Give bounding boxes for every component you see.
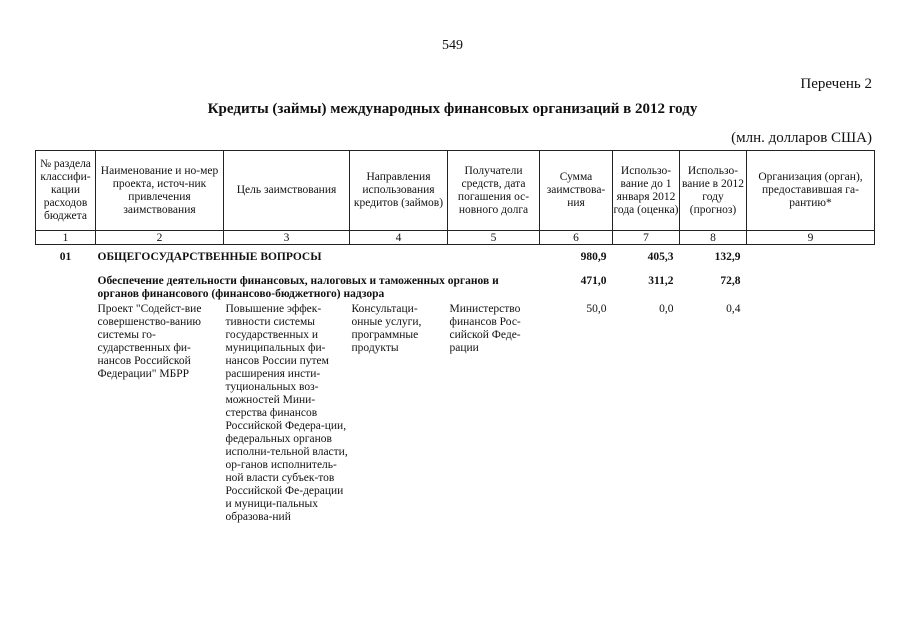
column-number: 9 xyxy=(747,231,875,245)
subsection-row xyxy=(36,266,875,301)
project-name: Проект "Содейст-вие совершенство-ванию системы го-сударственных фи-нансов Российской Федерации" МБРР xyxy=(97,303,202,380)
column-header: № раздела классифи-кации расходов бюджета xyxy=(36,151,96,231)
units-label: (млн. долларов США) xyxy=(731,130,872,146)
page-number: 549 xyxy=(442,38,463,53)
column-number: 8 xyxy=(680,231,747,245)
table-header-row xyxy=(36,151,875,231)
project-usage: Консультаци-онные услуги, программные продукты xyxy=(351,303,422,354)
section-name: ОБЩЕГОСУДАРСТВЕННЫЕ ВОПРОСЫ xyxy=(97,251,322,263)
column-header: Сумма заимствова-ния xyxy=(540,151,613,231)
section-used-before: 405,3 xyxy=(647,251,674,263)
column-number: 6 xyxy=(540,231,613,245)
column-header: Направления использования кредитов (займов) xyxy=(350,151,448,231)
column-number: 2 xyxy=(96,231,224,245)
project-used-2012: 0,4 xyxy=(726,303,741,315)
project-used-before: 0,0 xyxy=(659,303,674,315)
section-amount: 980,9 xyxy=(580,251,607,263)
column-header: Наименование и но-мер проекта, источ-ник привлечения заимствования xyxy=(96,151,224,231)
table-row xyxy=(36,301,875,524)
subsection-amount: 471,0 xyxy=(580,275,607,287)
column-header: Использо-вание до 1 января 2012 года (оценка) xyxy=(613,151,680,231)
project-recipient: Министерство финансов Рос-сийской Феде-рации xyxy=(449,303,521,354)
column-number: 7 xyxy=(613,231,680,245)
section-code: 01 xyxy=(59,251,72,263)
project-goal: Повышение эффек-тивности системы государственных и муниципальных фи-нансов России путем расширения инсти-туциональных воз-можностей Мини-стерства финансов Российской Федера-ции, федеральных органов исполни-тельной власти, ор-ганов исполнитель-ной власти субъек-тов Российской Фе-дерации и муници-пальных образова-ний xyxy=(225,303,348,523)
subsection-used-before: 311,2 xyxy=(648,275,674,287)
column-header: Организация (орган), предоставившая га-рантию* xyxy=(747,151,875,231)
column-number-row xyxy=(36,231,875,245)
section-used-2012: 132,9 xyxy=(714,251,741,263)
document-title: Кредиты (займы) международных финансовых организаций в 2012 году xyxy=(207,101,698,117)
column-number: 4 xyxy=(350,231,448,245)
subsection-name: Обеспечение деятельности финансовых, налоговых и таможенных органов и органов финансового (финансово-бюджетного) надзора xyxy=(97,275,499,300)
column-number: 5 xyxy=(448,231,540,245)
column-header: Получатели средств, дата погашения ос-новного долга xyxy=(448,151,540,231)
column-number: 1 xyxy=(36,231,96,245)
subsection-used-2012: 72,8 xyxy=(720,275,741,287)
column-header: Использо-вание в 2012 году (прогноз) xyxy=(680,151,747,231)
column-number: 3 xyxy=(224,231,350,245)
column-header: Цель заимствования xyxy=(224,151,350,231)
credits-table xyxy=(35,150,875,524)
project-amount: 50,0 xyxy=(586,303,607,315)
list-label: Перечень 2 xyxy=(800,76,872,92)
section-row xyxy=(36,245,875,267)
